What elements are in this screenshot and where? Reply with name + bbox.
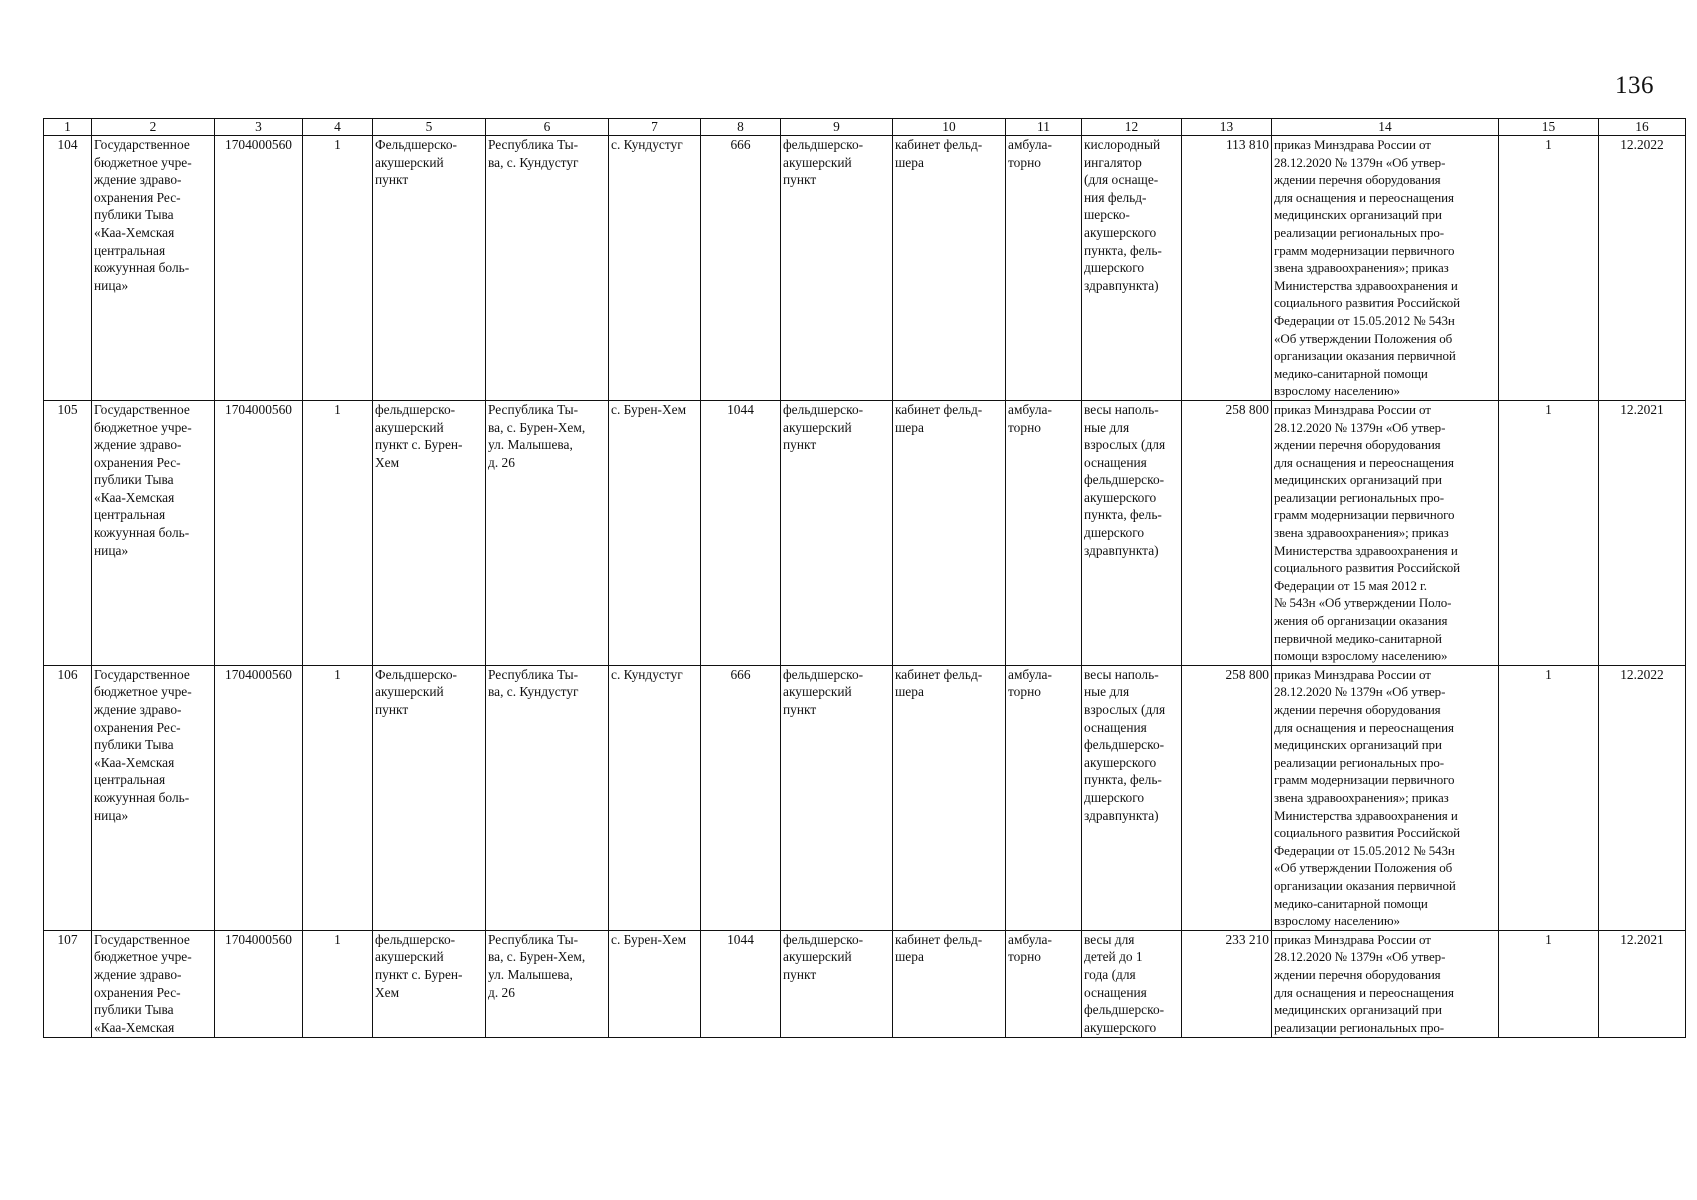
equipment-name: весы наполь- ные для взрослых (для оснащения фельдшерско- акушерского пункта, фель- дшерского здравпункта) [1082, 665, 1182, 930]
column-header: 12 [1082, 119, 1182, 136]
room-name: кабинет фельд- шера [893, 136, 1006, 401]
equipment-name: весы для детей до 1 года (для оснащения фельдшерско- акушерского [1082, 930, 1182, 1037]
column-header: 8 [701, 119, 781, 136]
locality: с. Бурен-Хем [609, 400, 701, 665]
organization-code: 1704000560 [215, 136, 303, 401]
column-header: 16 [1599, 119, 1686, 136]
population: 1044 [701, 400, 781, 665]
organization-code: 1704000560 [215, 400, 303, 665]
column-4-value: 1 [303, 930, 373, 1037]
delivery-date: 12.2022 [1599, 665, 1686, 930]
row-number: 104 [44, 136, 92, 401]
column-header: 13 [1182, 119, 1272, 136]
care-mode: амбула- торно [1006, 136, 1082, 401]
organization-name: Государственное бюджетное учре- ждение здраво- охранения Рес- публики Тыва «Каа-Хемская [92, 930, 215, 1037]
quantity: 1 [1499, 136, 1599, 401]
legal-basis: приказ Минздрава России от 28.12.2020 № 1379н «Об утвер- ждении перечня оборудования для оснащения и переоснащения медицинских организаций при реализации региональных про- грамм модернизации первичного звена здравоохранения»; приказ Министерства здравоохранения и социального развития Российской Федерации от 15.05.2012 № 543н «Об утверждении Положения об организации оказания первичной медико-санитарной помощи взрослому населению» [1272, 665, 1499, 930]
facility-type: фельдшерско- акушерский пункт [781, 665, 893, 930]
column-header: 10 [893, 119, 1006, 136]
column-header: 11 [1006, 119, 1082, 136]
facility-address: Республика Ты- ва, с. Бурен-Хем, ул. Малышева, д. 26 [486, 930, 609, 1037]
column-header: 2 [92, 119, 215, 136]
organization-name: Государственное бюджетное учре- ждение здраво- охранения Рес- публики Тыва «Каа-Хемская центральная кожуунная боль- ница» [92, 400, 215, 665]
equipment-table [43, 118, 1686, 1038]
facility-address: Республика Ты- ва, с. Кундустуг [486, 136, 609, 401]
locality: с. Кундустуг [609, 665, 701, 930]
column-header: 14 [1272, 119, 1499, 136]
column-header: 9 [781, 119, 893, 136]
room-name: кабинет фельд- шера [893, 930, 1006, 1037]
quantity: 1 [1499, 665, 1599, 930]
room-name: кабинет фельд- шера [893, 400, 1006, 665]
column-header: 7 [609, 119, 701, 136]
equipment-name: весы наполь- ные для взрослых (для оснащения фельдшерско- акушерского пункта, фель- дшерского здравпункта) [1082, 400, 1182, 665]
delivery-date: 12.2022 [1599, 136, 1686, 401]
facility-type: фельдшерско- акушерский пункт [781, 400, 893, 665]
table-row [44, 136, 1686, 401]
equipment-price: 258 800 [1182, 665, 1272, 930]
population: 666 [701, 136, 781, 401]
delivery-date: 12.2021 [1599, 930, 1686, 1037]
care-mode: амбула- торно [1006, 665, 1082, 930]
facility-name: Фельдшерско- акушерский пункт [373, 136, 486, 401]
facility-name: фельдшерско- акушерский пункт с. Бурен- Хем [373, 400, 486, 665]
equipment-price: 258 800 [1182, 400, 1272, 665]
locality: с. Кундустуг [609, 136, 701, 401]
page-number: 136 [1615, 72, 1654, 99]
facility-address: Республика Ты- ва, с. Бурен-Хем, ул. Малышева, д. 26 [486, 400, 609, 665]
organization-name: Государственное бюджетное учре- ждение здраво- охранения Рес- публики Тыва «Каа-Хемская центральная кожуунная боль- ница» [92, 136, 215, 401]
facility-name: Фельдшерско- акушерский пункт [373, 665, 486, 930]
quantity: 1 [1499, 400, 1599, 665]
column-4-value: 1 [303, 665, 373, 930]
row-number: 105 [44, 400, 92, 665]
organization-name: Государственное бюджетное учре- ждение здраво- охранения Рес- публики Тыва «Каа-Хемская центральная кожуунная боль- ница» [92, 665, 215, 930]
quantity: 1 [1499, 930, 1599, 1037]
equipment-name: кислородный ингалятор (для оснаще- ния фельд- шерско- акушерского пункта, фель- дшерского здравпункта) [1082, 136, 1182, 401]
table-row [44, 930, 1686, 1037]
care-mode: амбула- торно [1006, 930, 1082, 1037]
facility-type: фельдшерско- акушерский пункт [781, 136, 893, 401]
facility-address: Республика Ты- ва, с. Кундустуг [486, 665, 609, 930]
column-header: 5 [373, 119, 486, 136]
column-header: 3 [215, 119, 303, 136]
room-name: кабинет фельд- шера [893, 665, 1006, 930]
care-mode: амбула- торно [1006, 400, 1082, 665]
column-4-value: 1 [303, 400, 373, 665]
column-header: 4 [303, 119, 373, 136]
facility-type: фельдшерско- акушерский пункт [781, 930, 893, 1037]
equipment-price: 233 210 [1182, 930, 1272, 1037]
row-number: 107 [44, 930, 92, 1037]
table-row [44, 665, 1686, 930]
locality: с. Бурен-Хем [609, 930, 701, 1037]
column-header: 1 [44, 119, 92, 136]
column-header: 15 [1499, 119, 1599, 136]
legal-basis: приказ Минздрава России от 28.12.2020 № 1379н «Об утвер- ждении перечня оборудования для оснащения и переоснащения медицинских организаций при реализации региональных про- [1272, 930, 1499, 1037]
column-number-row [44, 119, 1686, 136]
organization-code: 1704000560 [215, 665, 303, 930]
population: 666 [701, 665, 781, 930]
facility-name: фельдшерско- акушерский пункт с. Бурен- Хем [373, 930, 486, 1037]
delivery-date: 12.2021 [1599, 400, 1686, 665]
legal-basis: приказ Минздрава России от 28.12.2020 № 1379н «Об утвер- ждении перечня оборудования для оснащения и переоснащения медицинских организаций при реализации региональных про- грамм модернизации первичного звена здравоохранения»; приказ Министерства здравоохранения и социального развития Российской Федерации от 15.05.2012 № 543н «Об утверждении Положения об организации оказания первичной медико-санитарной помощи взрослому населению» [1272, 136, 1499, 401]
table-row [44, 400, 1686, 665]
organization-code: 1704000560 [215, 930, 303, 1037]
column-header: 6 [486, 119, 609, 136]
legal-basis: приказ Минздрава России от 28.12.2020 № 1379н «Об утвер- ждении перечня оборудования для оснащения и переоснащения медицинских организаций при реализации региональных про- грамм модернизации первичного звена здравоохранения»; приказ Министерства здравоохранения и социального развития Российской Федерации от 15 мая 2012 г. № 543н «Об утверждении Поло- жения об организации оказания первичной медико-санитарной помощи взрослому населению» [1272, 400, 1499, 665]
column-4-value: 1 [303, 136, 373, 401]
row-number: 106 [44, 665, 92, 930]
population: 1044 [701, 930, 781, 1037]
equipment-price: 113 810 [1182, 136, 1272, 401]
